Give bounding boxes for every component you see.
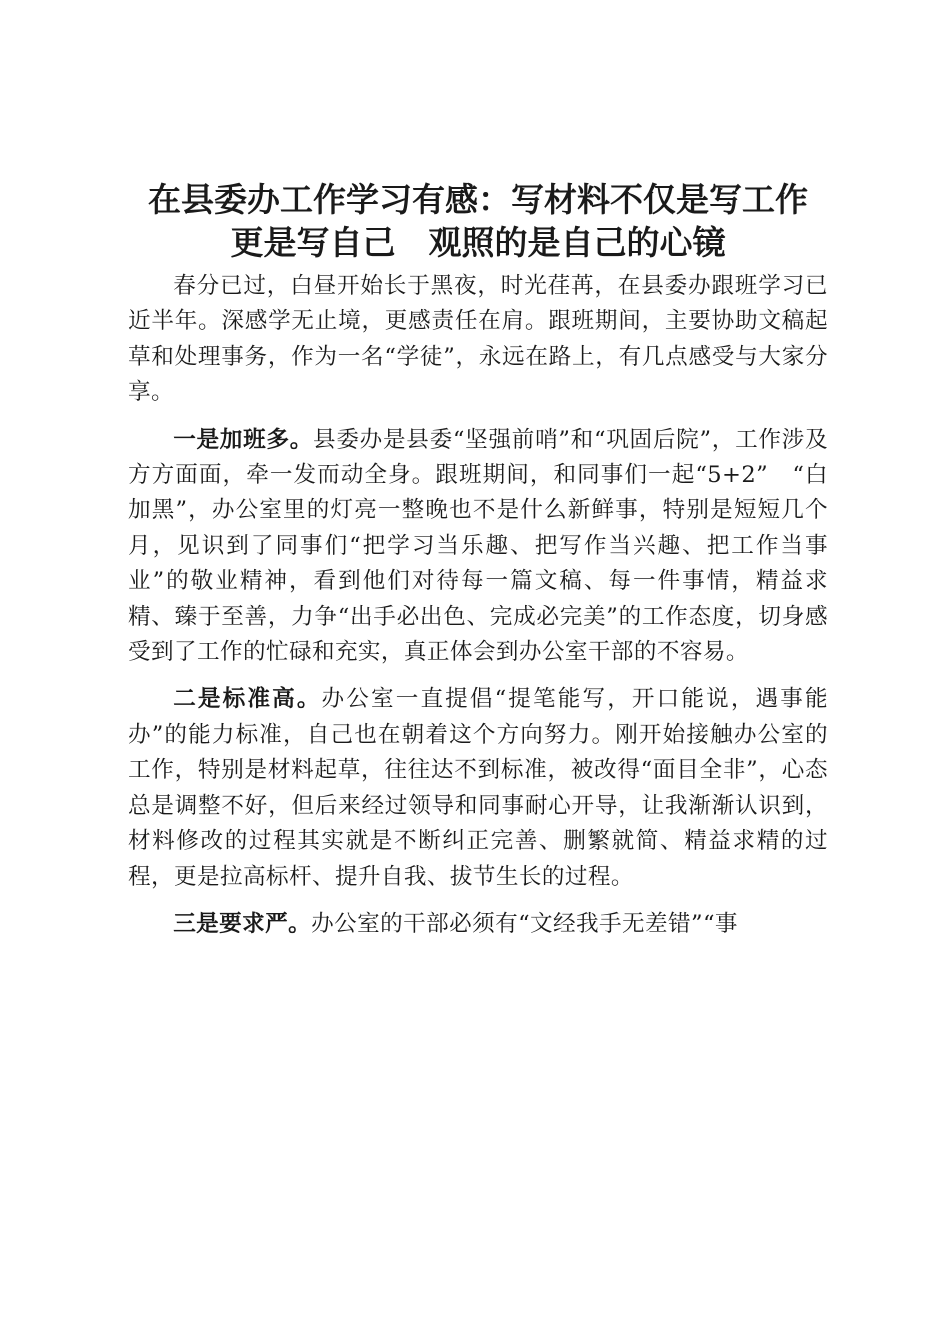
title-line-1: 在县委办工作学习有感：写材料不仅是写工作: [148, 180, 808, 219]
document-page: [128, 178, 828, 942]
document-title: [128, 178, 828, 264]
title-line-2: 更是写自己 观照的是自己的心镜: [230, 223, 726, 262]
section-1-lead: 一是加班多。: [173, 426, 314, 453]
section-3-lead: 三是要求严。: [173, 910, 312, 937]
section-1-body: 县委办是县委“坚强前哨”和“巩固后院”，工作涉及方方面面，牵一发而动全身。跟班期间，和同事们一起“5+2” “白加黑”，办公室里的灯亮一整晚也不是什么新鲜事，特别是短短几个月，见识到了同事们“把学习当乐趣、把写作当兴趣、把工作当事业”的敬业精神，看到他们对待每一篇文稿、每一件事情，精益求精、臻于至善，力争“出手必出色、完成必完美”的工作态度，切身感受到了工作的忙碌和充实，真正体会到办公室干部的不容易。: [128, 426, 828, 666]
intro-paragraph: 春分已过，白昼开始长于黑夜，时光荏苒，在县委办跟班学习已近半年。深感学无止境，更感责任在肩。跟班期间，主要协助文稿起草和处理事务，作为一名“学徒”，永远在路上，有几点感受与大家分享。: [128, 273, 828, 406]
section-3-body: 办公室的干部必须有“文经我手无差错”“事: [311, 910, 738, 937]
section-2-body: 办公室一直提倡“提笔能写，开口能说，遇事能办”的能力标准，自己也在朝着这个方向努力。刚开始接触办公室的工作，特别是材料起草，往往达不到标准，被改得“面目全非”，心态总是调整不好，但后来经过领导和同事耐心开导，让我渐渐认识到，材料修改的过程其实就是不断纠正完善、删繁就简、精益求精的过程，更是拉高标杆、提升自我、拔节生长的过程。: [128, 686, 828, 890]
section-paragraph-1: [128, 423, 828, 671]
section-2-lead: 二是标准高。: [173, 686, 322, 713]
section-paragraph-2: [128, 682, 828, 894]
section-paragraph-3: [128, 907, 828, 942]
